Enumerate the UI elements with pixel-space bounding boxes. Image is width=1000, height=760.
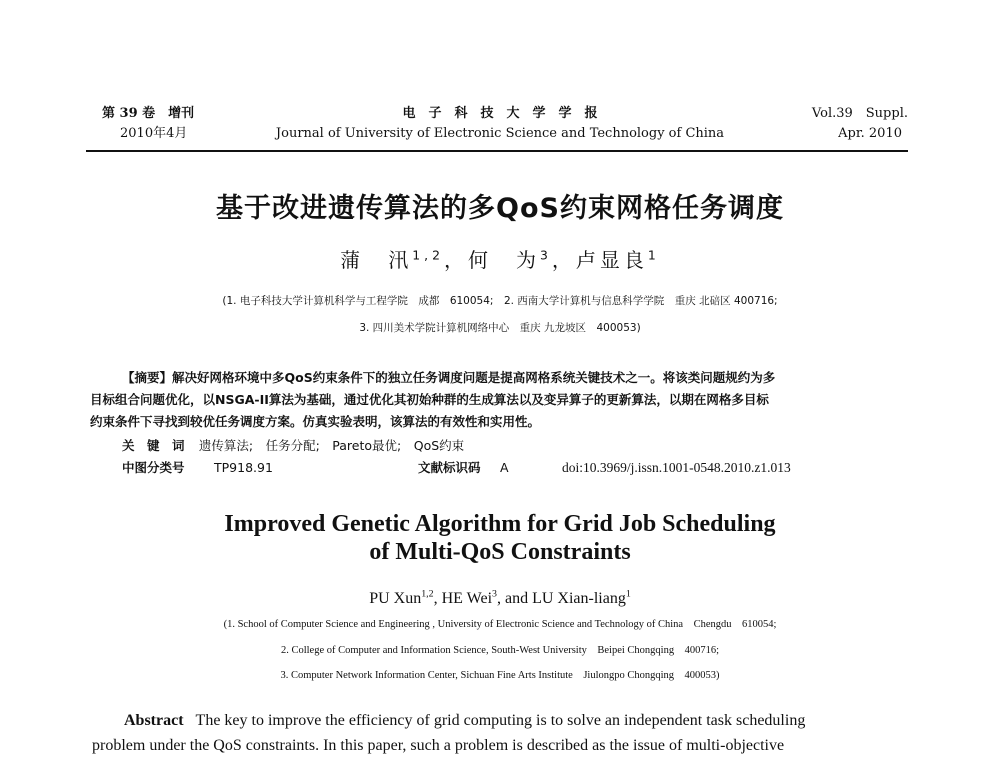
class-label: 中图分类号 <box>122 460 185 475</box>
header-rule <box>86 150 908 152</box>
abstract-label: Abstract <box>124 712 184 729</box>
en-affiliation-line: 3. Computer Network Information Center, Sichuan Fine Arts Institute Jiulongpo Chongqing 400053) <box>280 670 720 681</box>
cn-abstract-line: 【摘要】解决好网格环境中多QoS约束条件下的独立任务调度问题是提高网格系统关键技术之一。将该类问题规约为多 <box>122 370 776 385</box>
cn-authors <box>0 244 1000 273</box>
en-authors <box>0 590 1000 608</box>
doi: doi:10.3969/j.issn.1001-0548.2010.z1.013 <box>562 460 791 475</box>
en-author: PU Xun$^{1,2}$, <box>369 588 442 607</box>
cn-author: 蒲 汛$^{1,2}$， <box>340 247 468 272</box>
keywords-label: 关 键 词 <box>122 438 185 453</box>
date-en: Apr. 2010 <box>838 126 902 141</box>
journal-name-en: Journal of University of Electronic Science and Technology of China <box>275 126 725 141</box>
cn-author: 卢显良$^1$ <box>575 247 660 272</box>
cn-affiliation-line: (1. 电子科技大学计算机科学与工程学院 成都 610054; 2. 西南大学计算机与信息科学学院 重庆 北碚区 400716; <box>222 295 778 307</box>
class-value: TP918.91 <box>214 460 273 475</box>
en-author: LU Xian-liang$^1$ <box>532 588 631 607</box>
volume-issue: 第 39 卷 增刊 <box>102 106 195 121</box>
journal-name-cn: 电 子 科 技 大 学 学 报 <box>402 106 598 121</box>
volume-en: Vol.39 Suppl. <box>811 106 908 121</box>
keywords-row <box>122 436 464 456</box>
cn-affiliation-line: 3. 四川美术学院计算机网络中心 重庆 九龙坡区 400053) <box>359 322 641 334</box>
issue-date: 2010年4月 <box>120 126 188 141</box>
cn-author: 何 为$^3$， <box>467 247 576 272</box>
en-affiliation-line: (1. School of Computer Science and Engineering , University of Electronic Science and Technology of China Chengdu 610054; <box>223 619 777 630</box>
cn-title: 基于改进遗传算法的多QoS约束网格任务调度 <box>216 193 784 224</box>
en-affiliation-line: 2. College of Computer and Information Science, South-West University Beipei Chongqing 400716; <box>280 645 720 656</box>
en-author: HE Wei$^3$, and <box>441 588 533 607</box>
keywords-value: 遗传算法; 任务分配; Pareto最优; QoS约束 <box>198 438 465 453</box>
doc-code-label: 文献标识码 <box>418 460 481 475</box>
en-abstract-line: problem under the QoS constraints. In this paper, such a problem is described as the issue of multi-objective <box>92 737 785 754</box>
cn-abstract-line: 目标组合问题优化，以NSGA-II算法为基础，通过优化其初始种群的生成算法以及变异算子的更新算法，以期在网格多目标 <box>90 392 769 407</box>
doc-code-value: A <box>500 460 509 475</box>
en-abstract-line: Abstract The key to improve the efficiency of grid computing is to solve an independent task scheduling <box>124 712 806 729</box>
en-title-line: Improved Genetic Algorithm for Grid Job Scheduling <box>224 511 776 537</box>
cn-abstract-line: 约束条件下寻找到较优任务调度方案。仿真实验表明，该算法的有效性和实用性。 <box>90 414 541 429</box>
en-title-line: of Multi-QoS Constraints <box>369 539 631 565</box>
